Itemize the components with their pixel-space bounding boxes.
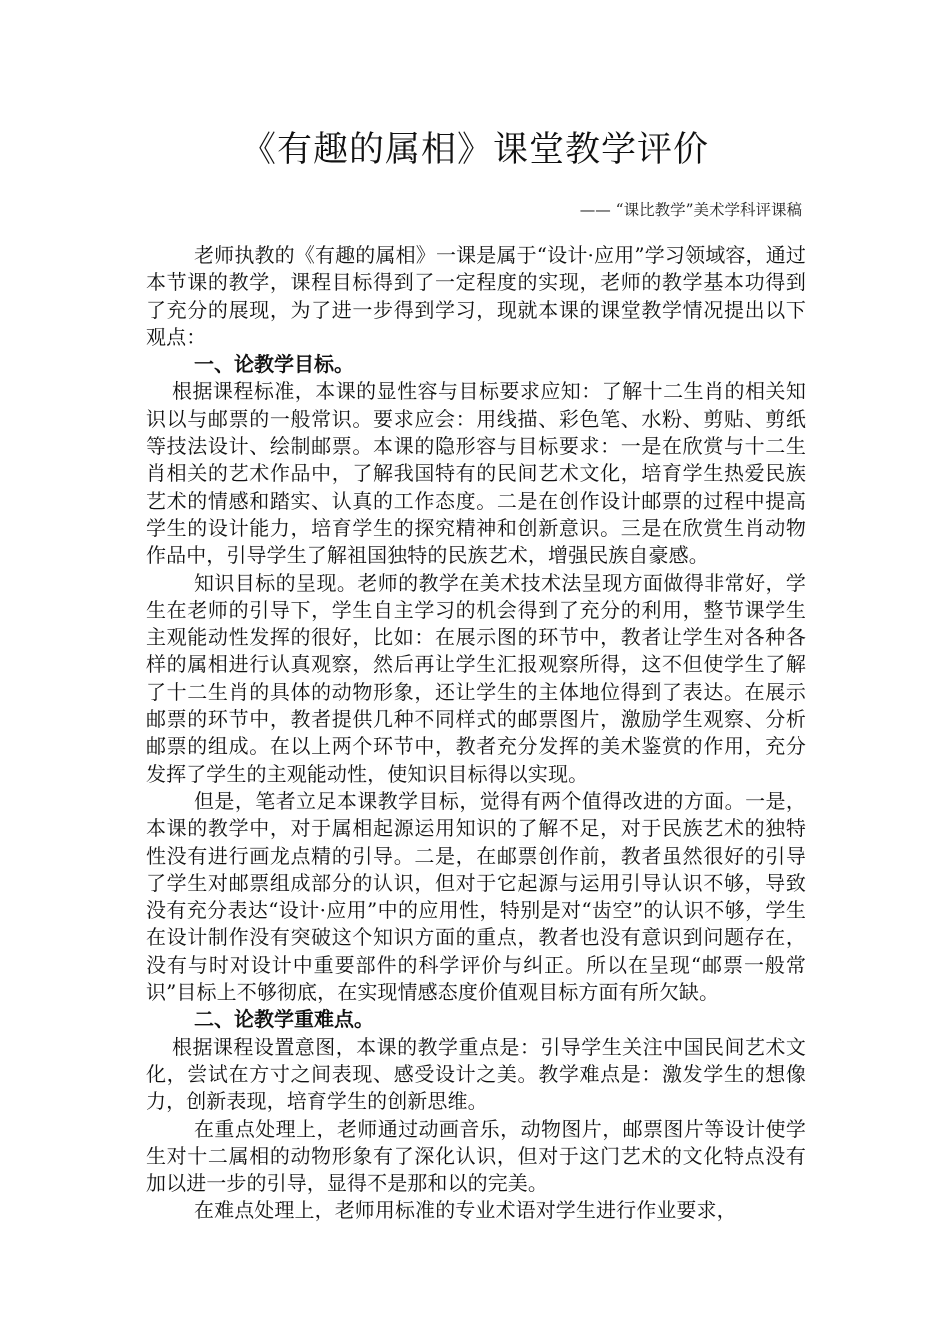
paragraph: 在难点处理上，老师用标准的专业术语对学生进行作业要求， <box>194 1198 737 1223</box>
paragraph: 在重点处理上，老师通过动画音乐，动物图片，邮票图片等设计使学生对十二属相的动物形象有了深化认识，但对于这门艺术的文化特点没有加以进一步的引导，显得不是那和以的完美。 <box>146 1116 806 1196</box>
document-title: 《有趣的属相》课堂教学评价 <box>240 130 709 170</box>
paragraph: 但是，笔者立足本课教学目标，觉得有两个值得改进的方面。一是，本课的教学中，对于属相起源运用知识的了解不足，对于民族艺术的独特性没有进行画龙点精的引导。二是，在邮票创作前，教者虽然很好的引导了学生对邮票组成部分的认识，但对于它起源与运用引导认识不够，导致没有充分表达“设计·应用”中的应用性，特别是对“齿空”的认识不够，学生在设计制作没有突破这个知识方面的重点，教者也没有意识到问题存在，没有与时对设计中重要部件的科学评价与纠正。所以在呈现“邮票一般常识”目标上不够彻底，在实现情感态度价值观目标方面有所欠缺。 <box>146 788 806 1005</box>
section-heading-key-points: 二、论教学重难点。 <box>194 1007 374 1032</box>
intro-paragraph: 老师执教的《有趣的属相》一课是属于“设计·应用”学习领域容，通过本节课的教学，课程目标得到了一定程度的实现，老师的教学基本功得到了充分的展现，为了进一步得到学习，现就本课的课堂教学情况提出以下观点： <box>146 243 806 349</box>
document-subtitle: —— “课比教学”美术学科评课稿 <box>579 201 802 219</box>
document-body <box>146 242 806 1225</box>
paragraph: 根据课程标准，本课的显性容与目标要求应知：了解十二生肖的相关知识以与邮票的一般常识。要求应会：用线描、彩色笔、水粉、剪贴、剪纸等技法设计、绘制邮票。本课的隐形容与目标要求：一是在欣赏与十二生肖相关的艺术作品中，了解我国特有的民间艺术文化，培育学生热爱民族艺术的情感和踏实、认真的工作态度。二是在创作设计邮票的过程中提高学生的设计能力，培育学生的探究精神和创新意识。三是在欣赏生肖动物作品中，引导学生了解祖国独特的民族艺术，增强民族自豪感。 <box>146 379 806 568</box>
paragraph: 知识目标的呈现。老师的教学在美术技术法呈现方面做得非常好，学生在老师的引导下，学生自主学习的机会得到了充分的利用，整节课学生主观能动性发挥的很好，比如：在展示图的环节中，教者让学生对各种各样的属相进行认真观察，然后再让学生汇报观察所得，这不但使学生了解了十二生肖的具体的动物形象，还让学生的主体地位得到了表达。在展示邮票的环节中，教者提供几种不同样式的邮票图片，激励学生观察、分析邮票的组成。在以上两个环节中，教者充分发挥的美术鉴赏的作用，充分发挥了学生的主观能动性，使知识目标得以实现。 <box>146 570 806 786</box>
paragraph: 根据课程设置意图，本课的教学重点是：引导学生关注中国民间艺术文化，尝试在方寸之间表现、感受设计之美。教学难点是：激发学生的想像力，创新表现，培育学生的创新思维。 <box>146 1034 806 1114</box>
section-heading-objectives: 一、论教学目标。 <box>194 352 354 377</box>
